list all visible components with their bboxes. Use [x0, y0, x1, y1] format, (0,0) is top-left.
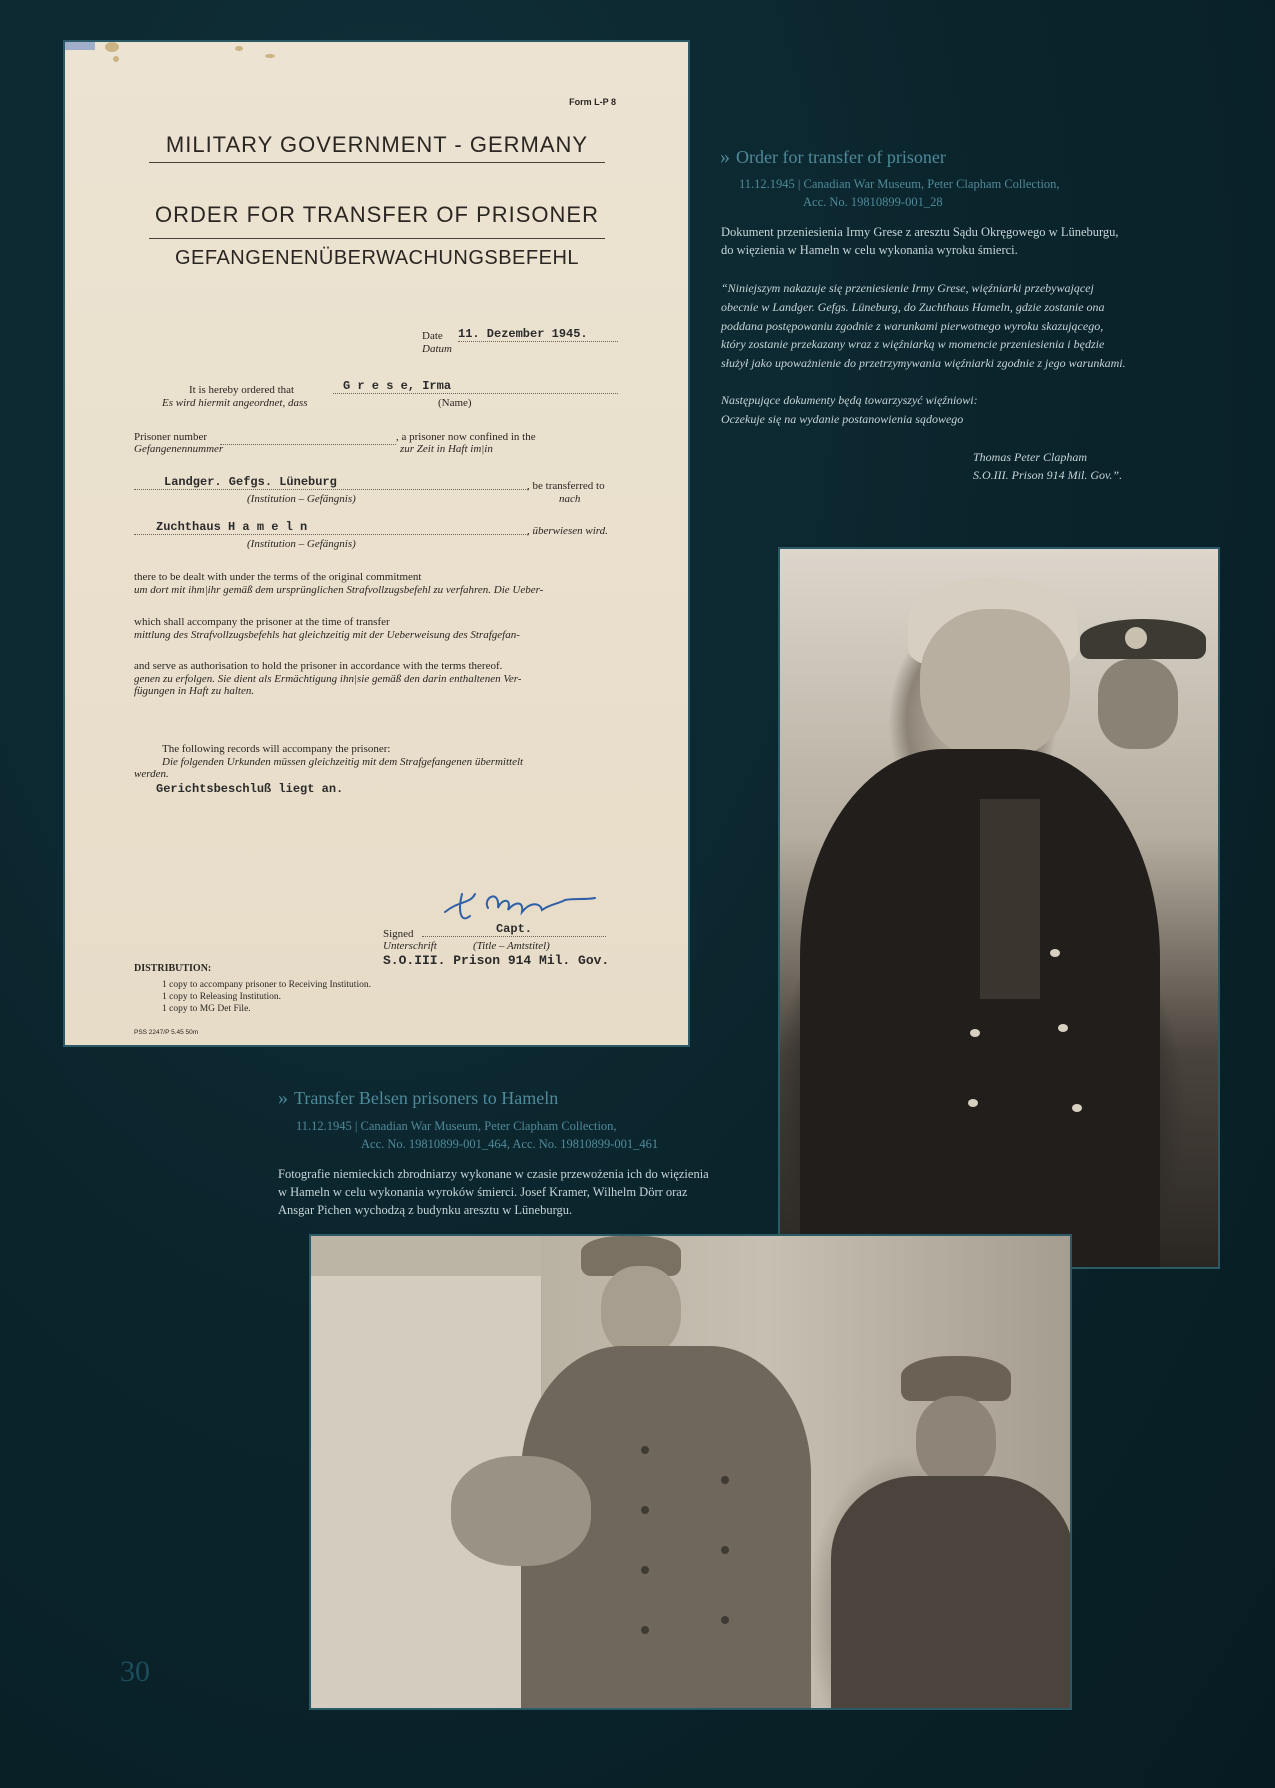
section2-desc-2: w Hameln w celu wykonania wyroków śmierci. Josef Kramer, Wilhelm Dörr oraz [278, 1185, 688, 1199]
transferred-en: , be transferred to [527, 480, 605, 492]
section2-meta-2: Acc. No. 19810899-001_464, Acc. No. 19810899-001_461 [361, 1137, 659, 1151]
records-de-2: werden. [134, 768, 169, 780]
name-label: (Name) [438, 397, 472, 409]
form-number: Form L-P 8 [569, 97, 616, 107]
section1-sign-1: Thomas Peter Clapham [973, 450, 1087, 464]
section1-quote-7: Oczekuje się na wydanie postanowienia sądowego [721, 412, 964, 426]
distribution-1: 1 copy to accompany prisoner to Receiving Institution. [162, 980, 371, 990]
para3-de-2: fügungen in Haft zu halten. [134, 685, 255, 697]
distribution-3: 1 copy to MG Det File. [162, 1004, 251, 1014]
para1-en: there to be dealt with under the terms of the original commitment [134, 571, 422, 583]
chevron-right-icon: » [278, 1087, 288, 1109]
section1-quote-6: Następujące dokumenty będą towarzyszyć więźniowi: [721, 393, 978, 407]
section1-desc-2: do więzienia w Hameln w celu wykonania wyroku śmierci. [721, 243, 1018, 257]
to-institution: Zuchthaus H a m e l n [134, 520, 528, 535]
para3-de-1: genen zu erfolgen. Sie dient als Ermächtigung ihn|sie gemäß den darin enthaltenen Ver- [134, 673, 522, 685]
section1-quote-3: poddana postępowaniu zgodnie z warunkami pierwotnego wyroku skazującego, [721, 319, 1104, 333]
section2-desc-3: Ansgar Pichen wychodzą z budynku aresztu w Lüneburgu. [278, 1203, 573, 1217]
ordered-de: Es wird hiermit angeordnet, dass [162, 397, 308, 409]
prisoner-number-label: Prisoner number [134, 431, 208, 443]
overwiesen-de: , überwiesen wird. [527, 525, 608, 537]
document-title-en: ORDER FOR TRANSFER OF PRISONER [155, 202, 599, 227]
photo-prisoner-portrait [778, 547, 1220, 1269]
para3-en: and serve as authorisation to hold the prisoner in accordance with the terms thereof. [134, 660, 503, 672]
institution-label-1: (Institution – Gefängnis) [247, 493, 356, 505]
signed-label: Signed [383, 928, 414, 940]
distribution-label: DISTRIBUTION: [134, 963, 212, 974]
title-label: (Title – Amtstitel) [473, 940, 550, 952]
from-institution: Landger. Gefgs. Lüneburg [134, 475, 528, 490]
section1-meta-2: Acc. No. 19810899-001_28 [803, 195, 943, 209]
section1-title-text: Order for transfer of prisoner [736, 147, 946, 167]
photo-prisoners-transfer [309, 1234, 1072, 1710]
confined-de: zur Zeit in Haft im|in [400, 443, 493, 455]
page-number: 30 [120, 1655, 150, 1688]
confined-en: , a prisoner now confined in the [396, 431, 536, 443]
date-label: Date [422, 330, 443, 342]
section1-quote-2: obecnie w Landger. Gefgs. Lüneburg, do Zuchthaus Hameln, gdzie zostanie ona [721, 300, 1105, 314]
date-label-de: Datum [422, 343, 452, 355]
name-value: G r e s e, Irma [333, 379, 618, 394]
section1-sign-2: S.O.III. Prison 914 Mil. Gov.”. [973, 468, 1123, 482]
transferred-de: nach [559, 493, 581, 505]
document-header: MILITARY GOVERNMENT - GERMANY [165, 132, 589, 157]
para1-de: um dort mit ihm|ihr gemäß dem ursprünglichen Strafvollzugsbefehl zu verfahren. Die Ueber- [134, 584, 544, 596]
section1-meta-1: 11.12.1945 | Canadian War Museum, Peter Clapham Collection, [739, 177, 1060, 191]
prisoner-number-label-de: Gefangenennummer [134, 443, 224, 455]
transfer-order-document [63, 40, 690, 1047]
signed-label-de: Unterschrift [383, 940, 437, 952]
document-title-de: GEFANGENENÜBERWACHUNGSBEFEHL [174, 247, 580, 269]
records-en: The following records will accompany the prisoner: [162, 743, 391, 755]
section1-quote-1: “Niniejszym nakazuje się przeniesienie Irmy Grese, więźniarki przebywającej [721, 281, 1094, 295]
section1-desc-1: Dokument przeniesienia Irmy Grese z aresztu Sądu Okręgowego w Lüneburgu, [721, 225, 1119, 239]
records-de-1: Die folgenden Urkunden müssen gleichzeitig mit dem Strafgefangenen übermittelt [162, 756, 524, 768]
section2-meta-1: 11.12.1945 | Canadian War Museum, Peter Clapham Collection, [296, 1119, 617, 1133]
date-value: 11. Dezember 1945. [458, 327, 618, 342]
section1-quote-5: służył jako upoważnienie do przetrzymywania więźniarki zgodnie z jego warunkami. [721, 356, 1126, 370]
section1-title [720, 146, 946, 169]
chevron-right-icon: » [720, 146, 730, 168]
title-value: Capt. [422, 922, 606, 937]
records-value: Gerichtsbeschluß liegt an. [156, 782, 344, 796]
section2-title [278, 1087, 558, 1110]
print-code: PSS 2247/P 5.45 50m [134, 1029, 199, 1036]
institution-label-2: (Institution – Gefängnis) [247, 538, 356, 550]
ordered-en: It is hereby ordered that [189, 384, 295, 396]
distribution-2: 1 copy to Releasing Institution. [162, 992, 282, 1002]
para2-en: which shall accompany the prisoner at the time of transfer [134, 616, 390, 628]
section1-quote-4: który zostanie przekazany wraz z więźniarką w momencie przeniesienia i będzie [721, 337, 1105, 351]
office-value: S.O.III. Prison 914 Mil. Gov. [383, 953, 610, 968]
section2-desc-1: Fotografie niemieckich zbrodniarzy wykonane w czasie przewożenia ich do więzienia [278, 1167, 709, 1181]
para2-de: mittlung des Strafvollzugsbefehls hat gleichzeitig mit der Ueberweisung des Strafgefan- [134, 629, 520, 641]
section2-title-text: Transfer Belsen prisoners to Hameln [294, 1088, 559, 1108]
